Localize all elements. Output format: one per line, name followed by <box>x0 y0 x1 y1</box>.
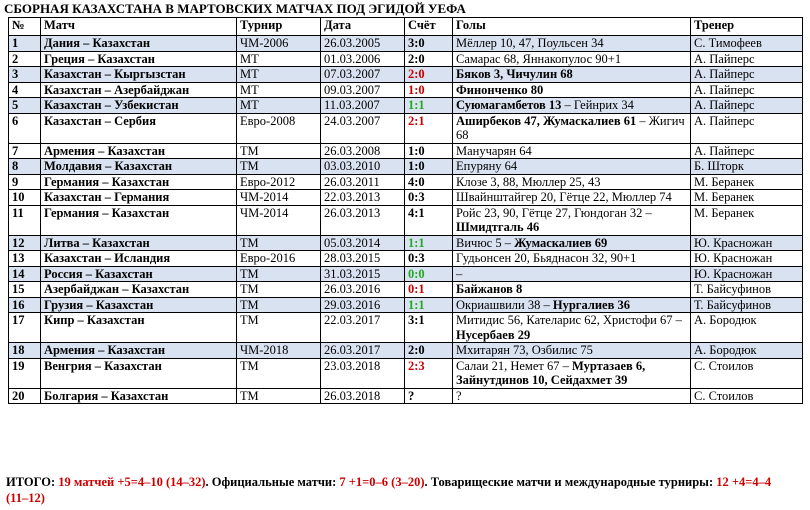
table-row <box>9 358 803 388</box>
table-row <box>9 266 803 282</box>
table-row <box>9 313 803 343</box>
row-coach: Б. Шторк <box>691 159 803 175</box>
row-goals <box>453 235 691 251</box>
row-match: Армения – Казахстан <box>41 143 237 159</box>
row-score: 1:1 <box>405 98 453 114</box>
row-date: 28.03.2015 <box>321 251 405 267</box>
row-match: Казахстан – Азербайджан <box>41 82 237 98</box>
goals-segment: Нусербаев 29 <box>456 327 531 342</box>
row-coach: С. Тимофеев <box>691 36 803 52</box>
row-number: 11 <box>9 205 41 235</box>
row-match: Казахстан – Исландия <box>41 251 237 267</box>
row-number: 10 <box>9 190 41 206</box>
row-coach: А. Пайперс <box>691 113 803 143</box>
goals-segment: Байжанов 8 <box>456 282 523 296</box>
row-tournament: ТМ <box>237 266 321 282</box>
row-tournament: ТМ <box>237 143 321 159</box>
row-score: 1:1 <box>405 297 453 313</box>
row-score: 0:0 <box>405 266 453 282</box>
table-row <box>9 51 803 67</box>
row-coach: А. Пайперс <box>691 67 803 83</box>
row-goals <box>453 313 691 343</box>
row-goals <box>453 67 691 83</box>
row-tournament: ТМ <box>237 297 321 313</box>
row-number: 3 <box>9 67 41 83</box>
row-coach: М. Беранек <box>691 190 803 206</box>
table-row <box>9 67 803 83</box>
row-coach: М. Беранек <box>691 205 803 235</box>
goals-segment: Манучарян 64 <box>456 143 532 158</box>
row-goals <box>453 343 691 359</box>
row-goals <box>453 82 691 98</box>
goals-segment: – <box>456 266 463 281</box>
row-match: Дания – Казахстан <box>41 36 237 52</box>
summary-label-friendly: . Товарищеские матчи и международные турниры: <box>424 475 717 489</box>
row-match: Россия – Казахстан <box>41 266 237 282</box>
row-goals <box>453 113 691 143</box>
row-coach: А. Бородюк <box>691 343 803 359</box>
row-coach: Т. Байсуфинов <box>691 297 803 313</box>
row-tournament: ЧМ-2006 <box>237 36 321 52</box>
header-goals: Голы <box>453 18 691 36</box>
row-tournament: МТ <box>237 51 321 67</box>
row-goals <box>453 36 691 52</box>
row-goals <box>453 51 691 67</box>
row-date: 24.03.2007 <box>321 113 405 143</box>
row-number: 7 <box>9 143 41 159</box>
goals-segment: – Жигич 68 <box>456 113 685 142</box>
row-coach: С. Стоилов <box>691 358 803 388</box>
row-goals <box>453 266 691 282</box>
row-number: 14 <box>9 266 41 282</box>
row-number: 13 <box>9 251 41 267</box>
row-goals <box>453 205 691 235</box>
row-tournament: ТМ <box>237 313 321 343</box>
row-date: 01.03.2006 <box>321 51 405 67</box>
row-tournament: ТМ <box>237 282 321 298</box>
row-date: 03.03.2010 <box>321 159 405 175</box>
row-number: 17 <box>9 313 41 343</box>
row-number: 1 <box>9 36 41 52</box>
row-tournament: МТ <box>237 67 321 83</box>
row-match: Германия – Казахстан <box>41 174 237 190</box>
row-score: 1:0 <box>405 159 453 175</box>
row-goals <box>453 388 691 404</box>
row-coach: А. Пайперс <box>691 98 803 114</box>
goals-segment: Аширбеков 47, Жумаскалиев 61 <box>456 113 637 128</box>
row-goals <box>453 251 691 267</box>
row-date: 11.03.2007 <box>321 98 405 114</box>
row-number: 16 <box>9 297 41 313</box>
goals-segment: Мхитарян 73, Озбилис 75 <box>456 343 593 357</box>
row-goals <box>453 98 691 114</box>
row-goals <box>453 190 691 206</box>
row-score: 1:1 <box>405 235 453 251</box>
row-tournament: Евро-2008 <box>237 113 321 143</box>
row-goals <box>453 159 691 175</box>
row-score: 4:1 <box>405 205 453 235</box>
header-row <box>9 18 803 36</box>
row-number: 8 <box>9 159 41 175</box>
row-score: 4:0 <box>405 174 453 190</box>
page-title: СБОРНАЯ КАЗАХСТАНА В МАРТОВСКИХ МАТЧАХ ПОД ЭГИДОЙ УЕФА <box>4 1 466 16</box>
row-coach: С. Стоилов <box>691 388 803 404</box>
row-match: Литва – Казахстан <box>41 235 237 251</box>
row-score: 0:1 <box>405 282 453 298</box>
row-date: 26.03.2011 <box>321 174 405 190</box>
summary-official: 7 +1=0–6 (3–20) <box>339 475 425 489</box>
row-score: 1:0 <box>405 82 453 98</box>
row-date: 05.03.2014 <box>321 235 405 251</box>
row-date: 26.03.2008 <box>321 143 405 159</box>
goals-segment: Швайнштайгер 20, Гётце 22, Мюллер 74 <box>456 190 672 204</box>
row-number: 5 <box>9 98 41 114</box>
row-score: 2:0 <box>405 51 453 67</box>
row-date: 07.03.2007 <box>321 67 405 83</box>
table-row <box>9 388 803 404</box>
row-date: 26.03.2016 <box>321 282 405 298</box>
goals-segment: Мёллер 10, 47, Поульсен 34 <box>456 36 604 50</box>
summary <box>6 474 796 506</box>
header-score: Счёт <box>405 18 453 36</box>
table-row <box>9 343 803 359</box>
goals-segment: Шмидтгаль 46 <box>456 220 540 234</box>
header-coach: Тренер <box>691 18 803 36</box>
goals-segment: Клозе 3, 88, Мюллер 25, 43 <box>456 174 601 189</box>
row-date: 22.03.2013 <box>321 190 405 206</box>
row-match: Германия – Казахстан <box>41 205 237 235</box>
row-coach: А. Бородюк <box>691 313 803 343</box>
summary-label-official: . Официальные матчи: <box>205 475 340 489</box>
row-goals <box>453 358 691 388</box>
table-row <box>9 251 803 267</box>
row-match: Казахстан – Кыргызстан <box>41 67 237 83</box>
summary-friendly: 12 +4=4–4 (11–12) <box>6 475 772 505</box>
goals-segment: Ройс 23, 90, Гётце 27, Гюндоган 32 – <box>456 205 652 220</box>
row-date: 31.03.2015 <box>321 266 405 282</box>
row-tournament: ТМ <box>237 358 321 388</box>
row-date: 22.03.2017 <box>321 313 405 343</box>
row-match: Венгрия – Казахстан <box>41 358 237 388</box>
row-date: 29.03.2016 <box>321 297 405 313</box>
row-number: 19 <box>9 358 41 388</box>
row-tournament: ТМ <box>237 388 321 404</box>
row-coach: А. Пайперс <box>691 143 803 159</box>
row-score: 2:3 <box>405 358 453 388</box>
row-coach: М. Беранек <box>691 174 803 190</box>
row-tournament: Евро-2016 <box>237 251 321 267</box>
goals-segment: Гудьонсен 20, Бьяднасон 32, 90+1 <box>456 251 637 265</box>
row-goals <box>453 282 691 298</box>
row-match: Кипр – Казахстан <box>41 313 237 343</box>
row-score: 3:0 <box>405 36 453 52</box>
row-goals <box>453 143 691 159</box>
row-match: Азербайджан – Казахстан <box>41 282 237 298</box>
header-tournament: Турнир <box>237 18 321 36</box>
row-match: Греция – Казахстан <box>41 51 237 67</box>
row-number: 6 <box>9 113 41 143</box>
row-date: 26.03.2017 <box>321 343 405 359</box>
row-match: Казахстан – Германия <box>41 190 237 206</box>
row-coach: Т. Байсуфинов <box>691 282 803 298</box>
goals-segment: Бяков 3, Чичулин 68 <box>456 67 573 81</box>
row-goals <box>453 174 691 190</box>
row-score: 1:0 <box>405 143 453 159</box>
goals-segment: Нургалиев 36 <box>552 297 630 312</box>
row-tournament: ЧМ-2018 <box>237 343 321 359</box>
row-match: Грузия – Казахстан <box>41 297 237 313</box>
goals-segment: Вичюс 5 – <box>456 235 515 250</box>
table-row <box>9 297 803 313</box>
table-row <box>9 159 803 175</box>
row-coach: А. Пайперс <box>691 51 803 67</box>
row-score: 3:1 <box>405 313 453 343</box>
goals-segment: Жумаскалиев 69 <box>514 235 608 250</box>
goals-segment: – Гейнрих 34 <box>561 98 634 112</box>
row-match: Армения – Казахстан <box>41 343 237 359</box>
table-row <box>9 113 803 143</box>
row-tournament: МТ <box>237 82 321 98</box>
row-tournament: ЧМ-2014 <box>237 190 321 206</box>
row-goals <box>453 297 691 313</box>
row-date: 26.03.2018 <box>321 388 405 404</box>
row-number: 9 <box>9 174 41 190</box>
table-row <box>9 143 803 159</box>
row-date: 09.03.2007 <box>321 82 405 98</box>
row-tournament: МТ <box>237 98 321 114</box>
row-number: 15 <box>9 282 41 298</box>
table-row <box>9 36 803 52</box>
row-number: 20 <box>9 388 41 404</box>
row-date: 26.03.2013 <box>321 205 405 235</box>
goals-segment: Муртазаев 6, Зайнутдинов 10, Сейдахмет 39 <box>456 358 646 387</box>
row-tournament: Евро-2012 <box>237 174 321 190</box>
goals-segment: Финонченко 80 <box>456 82 544 97</box>
summary-label-total: ИТОГО: <box>6 475 59 489</box>
goals-segment: Окриашвили 38 – <box>456 297 553 312</box>
row-score: 0:3 <box>405 190 453 206</box>
row-number: 4 <box>9 82 41 98</box>
table-row <box>9 98 803 114</box>
row-tournament: ТМ <box>237 159 321 175</box>
row-date: 26.03.2005 <box>321 36 405 52</box>
header-number: № <box>9 18 41 36</box>
row-match: Молдавия – Казахстан <box>41 159 237 175</box>
row-score: 0:3 <box>405 251 453 267</box>
row-score: 2:0 <box>405 343 453 359</box>
goals-segment: ? <box>456 388 462 403</box>
row-coach: Ю. Красножан <box>691 266 803 282</box>
results-body <box>9 36 803 404</box>
header-date: Дата <box>321 18 405 36</box>
header-match: Матч <box>41 18 237 36</box>
goals-segment: Суюмагамбетов 13 <box>456 98 562 112</box>
results-table <box>8 17 803 404</box>
row-tournament: ТМ <box>237 235 321 251</box>
table-row <box>9 235 803 251</box>
table-row <box>9 282 803 298</box>
row-coach: Ю. Красножан <box>691 235 803 251</box>
row-number: 18 <box>9 343 41 359</box>
row-match: Болгария – Казахстан <box>41 388 237 404</box>
table-row <box>9 205 803 235</box>
row-number: 12 <box>9 235 41 251</box>
row-match: Казахстан – Узбекистан <box>41 98 237 114</box>
row-score: ? <box>405 388 453 404</box>
row-score: 2:0 <box>405 67 453 83</box>
row-coach: Ю. Красножан <box>691 251 803 267</box>
goals-segment: Епуряну 64 <box>456 159 518 173</box>
table-row <box>9 174 803 190</box>
row-number: 2 <box>9 51 41 67</box>
row-score: 2:1 <box>405 113 453 143</box>
goals-segment: Салаи 21, Немет 67 – <box>456 358 572 373</box>
row-coach: А. Пайперс <box>691 82 803 98</box>
goals-segment: Митидис 56, Кателарис 62, Христофи 67 – <box>456 313 682 327</box>
row-match: Казахстан – Сербия <box>41 113 237 143</box>
table-row <box>9 190 803 206</box>
row-date: 23.03.2018 <box>321 358 405 388</box>
goals-segment: Самарас 68, Яннакопулос 90+1 <box>456 51 622 66</box>
summary-total: 19 матчей +5=4–10 (14–32) <box>58 475 206 489</box>
row-tournament: ЧМ-2014 <box>237 205 321 235</box>
table-row <box>9 82 803 98</box>
